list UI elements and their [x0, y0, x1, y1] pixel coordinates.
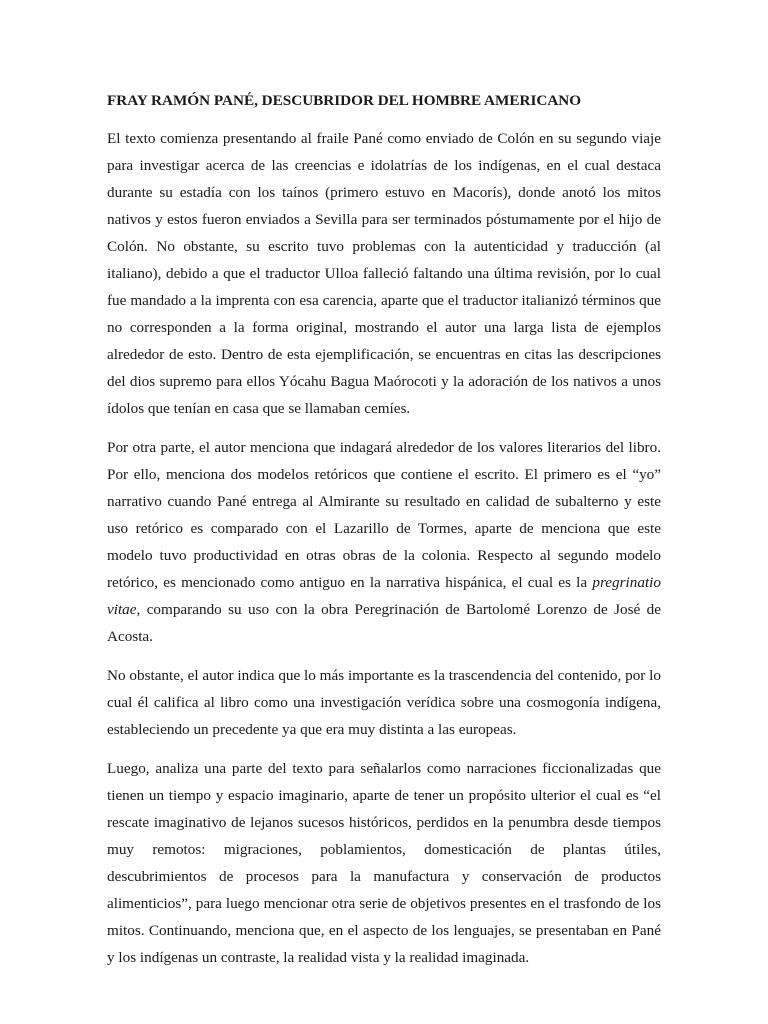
document-body — [107, 90, 661, 983]
paragraph-text: , comparando su uso con la obra Peregrinación de Bartolomé Lorenzo de José de Acosta. — [107, 601, 661, 645]
paragraph-2 — [107, 434, 661, 650]
paragraph-4 — [107, 755, 661, 971]
paragraph-text: No obstante, el autor indica que lo más importante es la trascendencia del contenido, por lo cual él califica al libro como una investigación verídica sobre una cosmogonía indígena, estableciendo un precedente ya que era muy distinta a las europeas. — [107, 667, 661, 738]
paragraph-1 — [107, 125, 661, 422]
paragraph-text: El texto comienza presentando al fraile Pané como enviado de Colón en su segundo viaje para investigar acerca de las creencias e idolatrías de los indígenas, en el cual destaca durante su estadía con los taínos (primero estuvo en Macorís), donde anotó los mitos nativos y estos fueron enviados a Sevilla para ser terminados póstumamente por el hijo de Colón. No obstante, su escrito tuvo problemas con la autenticidad y traducción (al italiano), debido a que el traductor Ulloa falleció faltando una última revisión, por lo cual fue mandado a la imprenta con esa carencia, aparte que el traductor italianizó términos que no corresponden a la forma original, mostrando el autor una larga lista de ejemplos alrededor de esto. Dentro de esta ejemplificación, se encuentras en citas las descripciones del dios supremo para ellos Yócahu Bagua Maórocoti y la adoración de los nativos a unos ídolos que tenían en casa que se llamaban cemíes. — [107, 130, 661, 417]
italic-term: pregrinatio vitae — [107, 574, 661, 618]
paragraph-text: Luego, analiza una parte del texto para señalarlos como narraciones ficcionalizadas que tienen un tiempo y espacio imaginario, aparte de tener un propósito ulterior el cual es “el rescate imaginativo de lejanos sucesos históricos, perdidos en la penumbra desde tiempos muy remotos: migraciones, poblamientos, domesticación de plantas útiles, descubrimientos de procesos para la manufactura y conservación de productos alimenticios”, para luego mencionar otra serie de objetivos presentes en el trasfondo de los mitos. Continuando, menciona que, en el aspecto de los lenguajes, se presentaban en Pané y los indígenas un contraste, la realidad vista y la realidad imaginada. — [107, 760, 661, 966]
document-title: FRAY RAMÓN PANÉ, DESCUBRIDOR DEL HOMBRE AMERICANO — [107, 92, 582, 109]
paragraph-text: Por otra parte, el autor menciona que indagará alrededor de los valores literarios del libro. Por ello, menciona dos modelos retóricos que contiene el escrito. El primero es el “yo” narrativo cuando Pané entrega al Almirante su resultado en calidad de subalterno y este uso retórico es comparado con el Lazarillo de Tormes, aparte de menciona que este modelo tuvo productividad en otras obras de la colonia. Respecto al segundo modelo retórico, es mencionado como antiguo en la narrativa hispánica, el cual es la — [107, 439, 661, 591]
paragraph-3 — [107, 662, 661, 743]
